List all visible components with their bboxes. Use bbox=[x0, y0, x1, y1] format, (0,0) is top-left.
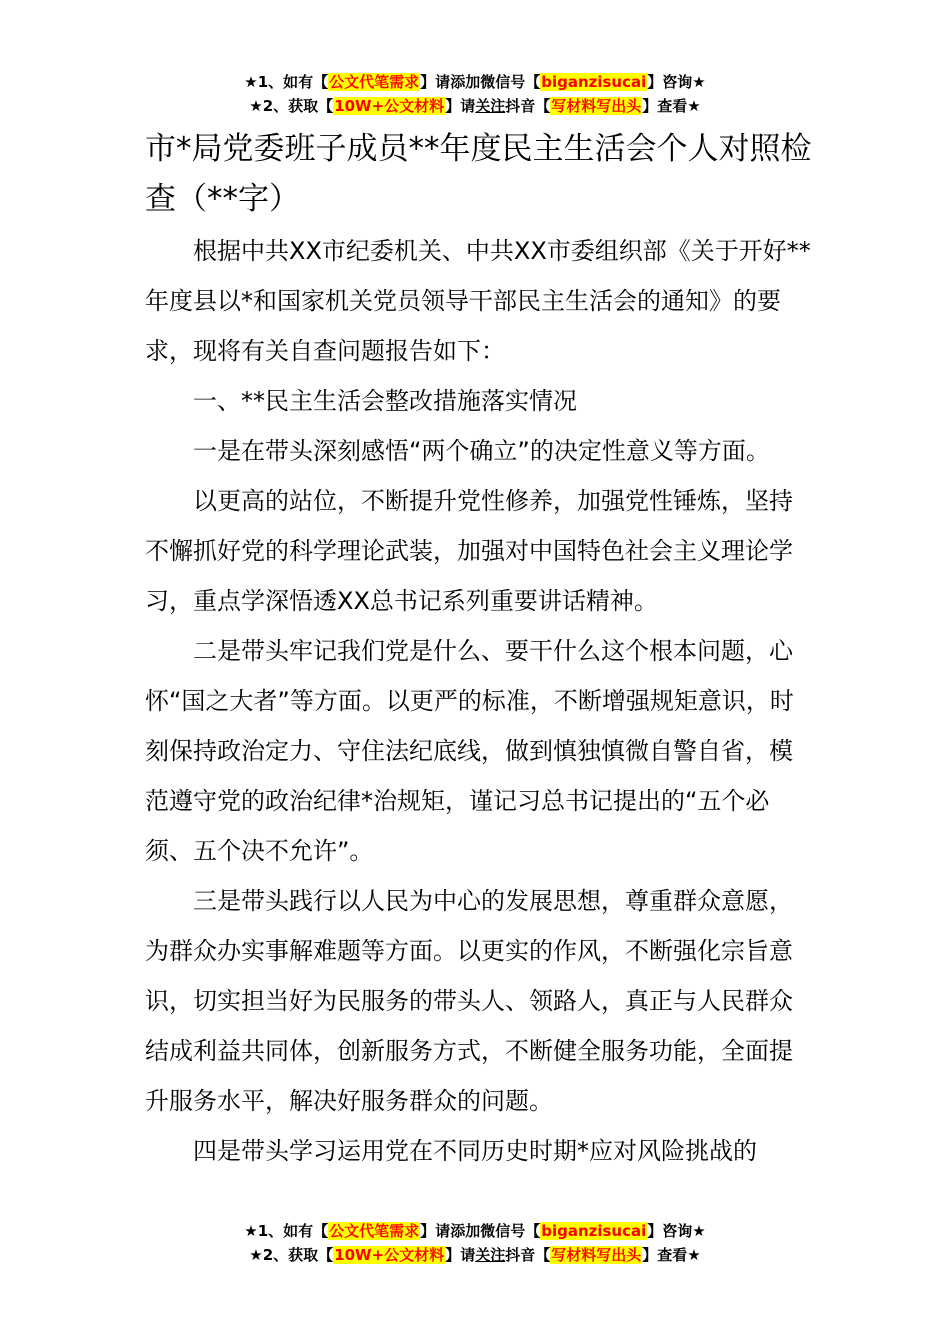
paragraph: 以更高的站位，不断提升党性修养，加强党性锤炼，坚持不懈抓好党的科学理论武装，加强对中国特色社会主义理论学习，重点学深悟透XX总书记系列重要讲话精神。 bbox=[145, 487, 793, 615]
paragraph: 根据中共XX市纪委机关、中共XX市委组织部《关于开好**年度县以*和国家机关党员领导干部民主生活会的通知》的要求，现将有关自查问题报告如下： bbox=[145, 237, 811, 365]
banner-highlight: 10W+公文材料 bbox=[334, 97, 445, 115]
banner-highlight: 公文代笔需求 bbox=[329, 73, 420, 91]
banner-highlight: 公文代笔需求 bbox=[329, 1222, 420, 1240]
document-title: 市*局党委班子成员**年度民主生活会个人对照检查（**字） bbox=[145, 131, 812, 217]
banner-line-1 bbox=[0, 70, 950, 94]
section-heading: 一、**民主生活会整改措施落实情况 bbox=[193, 387, 577, 415]
banner-text: 】请 bbox=[445, 1246, 476, 1264]
banner-line-2 bbox=[0, 1243, 950, 1267]
banner-text: 】请 bbox=[420, 1222, 451, 1240]
banner-text: 抖音【 bbox=[505, 97, 551, 115]
banner-highlight: 10W+公文材料 bbox=[334, 1246, 445, 1264]
paragraph: 三是带头践行以人民为中心的发展思想，尊重群众意愿，为群众办实事解难题等方面。以更实的作风，不断强化宗旨意识，切实担当好为民服务的带头人、领路人，真正与人民群众结成利益共同体，创新服务方式，不断健全服务功能，全面提升服务水平，解决好服务群众的问题。 bbox=[145, 887, 793, 1115]
banner-text: 关注 bbox=[475, 1246, 506, 1264]
banner-highlight: 写材料写出头 bbox=[551, 97, 642, 115]
banner-text: 微信号【 bbox=[480, 73, 541, 91]
footer-banner bbox=[0, 1219, 950, 1267]
banner-text: 添加 bbox=[450, 1222, 481, 1240]
banner-text: 抖音【 bbox=[505, 1246, 551, 1264]
header-banner bbox=[0, 70, 950, 118]
banner-text: ★1、如有【 bbox=[244, 1222, 329, 1240]
banner-text: 】查看★ bbox=[642, 1246, 701, 1264]
banner-highlight: 写材料写出头 bbox=[551, 1246, 642, 1264]
document-body bbox=[145, 226, 815, 1176]
paragraph: 二是带头牢记我们党是什么、要干什么这个根本问题，心怀“国之大者”等方面。以更严的标准，不断增强规矩意识，时刻保持政治定力、守住法纪底线，做到慎独慎微自警自省，模范遵守党的政治纪律*治规矩，谨记习总书记提出的“五个必须、五个决不允许”。 bbox=[145, 637, 794, 865]
banner-text: ★2、获取【 bbox=[249, 1246, 334, 1264]
banner-text: 微信号【 bbox=[480, 1222, 541, 1240]
banner-line-2 bbox=[0, 94, 950, 118]
banner-line-1 bbox=[0, 1219, 950, 1243]
banner-text: 】咨询★ bbox=[647, 1222, 706, 1240]
banner-text: 】请 bbox=[420, 73, 451, 91]
paragraph: 一是在带头深刻感悟“两个确立”的决定性意义等方面。 bbox=[193, 437, 770, 465]
banner-text: ★2、获取【 bbox=[249, 97, 334, 115]
banner-text: ★1、如有【 bbox=[244, 73, 329, 91]
banner-text: 】查看★ bbox=[642, 97, 701, 115]
banner-text: 】请 bbox=[445, 97, 476, 115]
banner-text: 添加 bbox=[450, 73, 481, 91]
banner-text: 】咨询★ bbox=[647, 73, 706, 91]
banner-text: 关注 bbox=[475, 97, 506, 115]
paragraph: 四是带头学习运用党在不同历史时期*应对风险挑战的 bbox=[193, 1137, 757, 1165]
banner-highlight: biganzisucai bbox=[541, 1222, 647, 1240]
banner-highlight: biganzisucai bbox=[541, 73, 647, 91]
